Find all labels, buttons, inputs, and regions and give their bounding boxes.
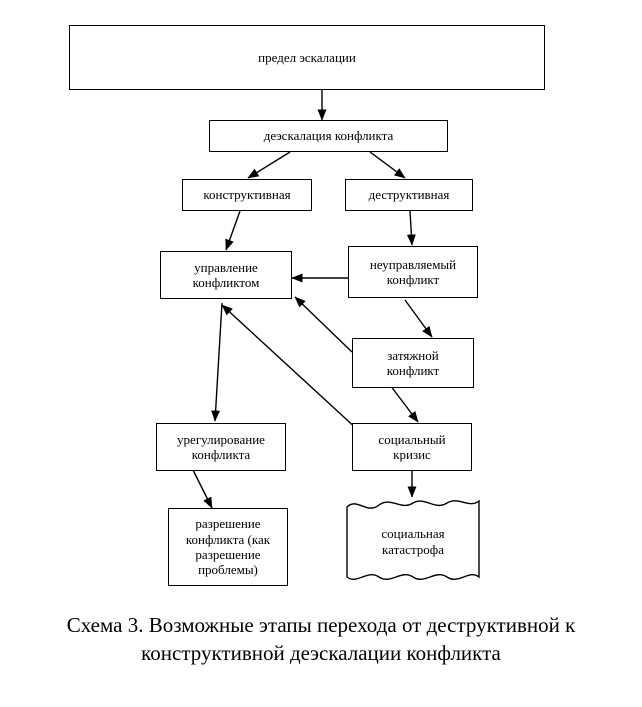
node-conflict-resolution-label-line1: разрешение	[195, 516, 261, 532]
node-social-crisis	[352, 423, 472, 471]
node-unmanaged-conflict-label-line2: конфликт	[386, 272, 440, 287]
node-conflict-management-label-line2: конфликтом	[192, 275, 260, 290]
node-conflict-deescalation-label: деэскалация конфликта	[263, 128, 394, 144]
node-protracted-conflict-label-line1: затяжной	[387, 347, 439, 363]
node-conflict-deescalation	[209, 120, 448, 152]
node-unmanaged-conflict-label-line1: неуправляемый	[369, 256, 457, 272]
node-conflict-resolution	[168, 508, 288, 586]
node-conflict-management-label-line1: управление	[194, 259, 258, 275]
node-protracted-conflict	[352, 338, 474, 388]
node-destructive	[345, 179, 473, 211]
node-conflict-resolution-label-line4: проблемы)	[198, 562, 258, 578]
node-conflict-resolution-label-line3: разрешение	[195, 547, 261, 562]
node-conflict-settlement-label-line2: конфликта	[191, 447, 251, 462]
node-social-catastrophe-label-line1: социальная	[381, 526, 445, 542]
figure-caption-line1: Схема 3. Возможные этапы перехода от деструктивной к	[66, 613, 576, 637]
node-constructive-label: конструктивная	[203, 187, 291, 203]
figure-caption	[0, 612, 642, 667]
node-escalation-limit	[69, 25, 545, 90]
node-social-catastrophe	[345, 497, 481, 587]
node-conflict-resolution-label-line2: конфликта (как	[185, 531, 271, 547]
node-conflict-management	[160, 251, 292, 299]
node-destructive-label: деструктивная	[368, 187, 450, 203]
node-social-crisis-label-line1: социальный	[378, 431, 446, 447]
node-escalation-limit-label: предел эскалации	[258, 49, 356, 65]
node-conflict-settlement-label-line1: урегулирование	[177, 431, 265, 447]
node-social-crisis-label-line2: кризис	[393, 447, 431, 462]
node-unmanaged-conflict	[348, 246, 478, 298]
node-constructive	[182, 179, 312, 211]
figure-caption-line2: конструктивной деэскалации конфликта	[141, 640, 501, 665]
node-protracted-conflict-label-line2: конфликт	[386, 363, 440, 378]
node-social-catastrophe-label-line2: катастрофа	[382, 542, 444, 557]
node-conflict-settlement	[156, 423, 286, 471]
